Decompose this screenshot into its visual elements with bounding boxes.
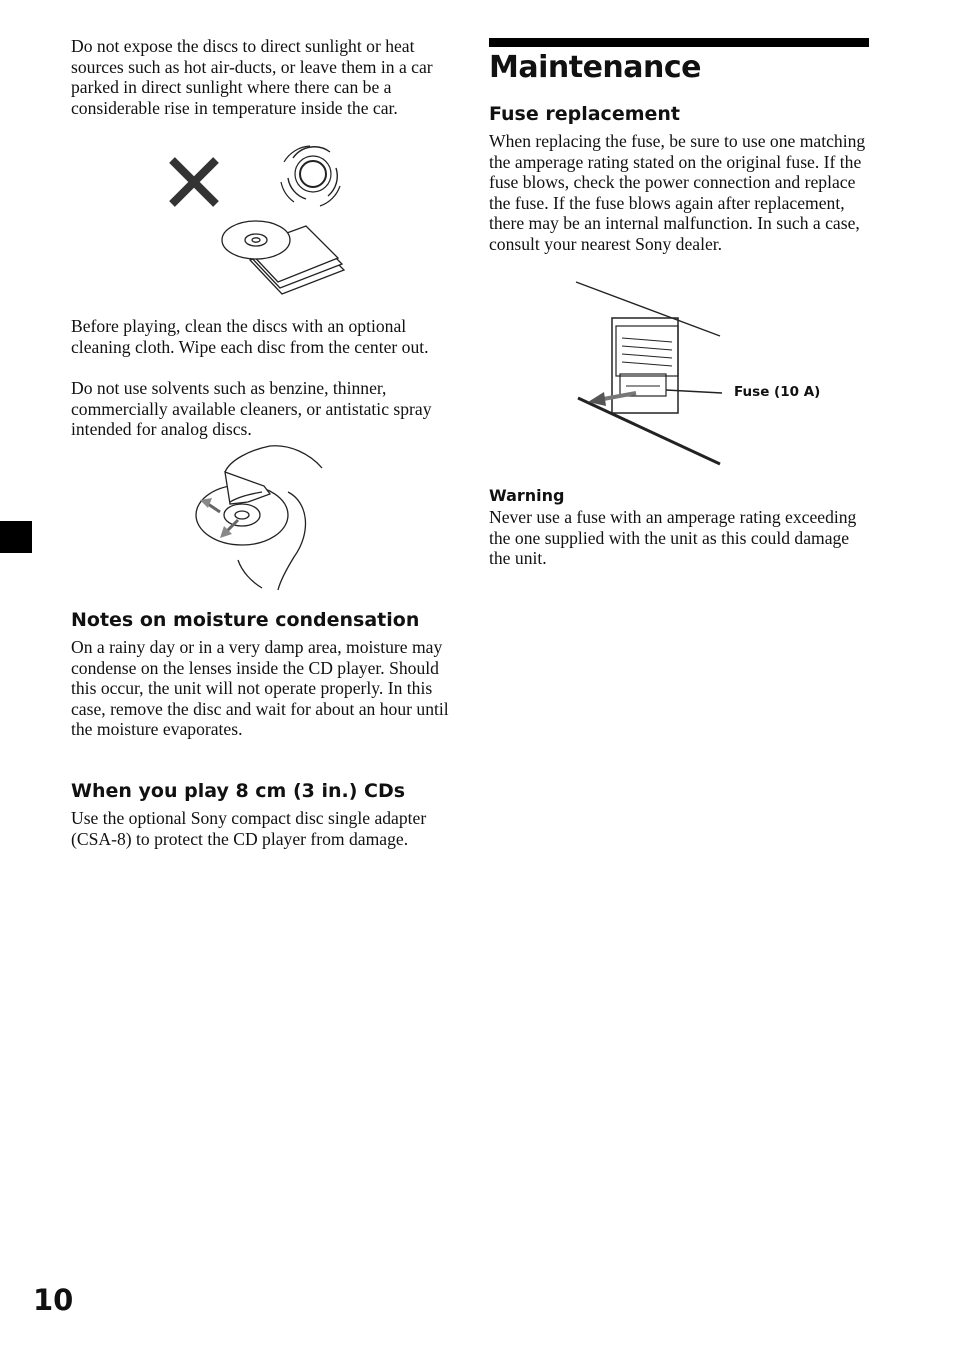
fuse-heading: Fuse replacement [489, 103, 681, 125]
section-tab-marker [0, 521, 32, 553]
moisture-text: On a rainy day or in a very damp area, moisture may condense on the lenses inside the CD player. Should this occur, the unit will not operate properly. In this case, remove the disc and wait for about an hour until the moisture evaporates. [71, 637, 449, 739]
cd8-text: Use the optional Sony compact disc single adapter (CSA-8) to protect the CD player from damage. [71, 808, 427, 849]
cross-icon [172, 160, 216, 204]
disc-case-icon [222, 221, 344, 294]
moisture-heading: Notes on moisture condensation [71, 609, 420, 631]
page-number: 10 [33, 1283, 74, 1317]
fuse-text: When replacing the fuse, be sure to use one matching the amperage rating stated on the original fuse. If the fuse blows, check the power connection and replace the fuse. If the fuse blows again after replacement, there may be an internal malfunction. In such a case, consult your nearest Sony dealer. [489, 131, 866, 254]
fuse-label: Fuse (10 A) [734, 384, 821, 400]
solvent-warning-text: Do not use solvents such as benzine, thinner, commercially available cleaners, or antistatic spray intended for analog discs. [71, 378, 432, 439]
sunlight-warning-text: Do not expose the discs to direct sunlight or heat sources such as hot air-ducts, or leave them in a car parked in direct sunlight where there can be a considerable rise in temperature inside the car. [71, 36, 433, 118]
disc-wiping-illustration [190, 442, 330, 592]
warning-text: Never use a fuse with an amperage rating exceeding the one supplied with the unit as this could damage the unit. [489, 507, 857, 568]
disc-cleaning-text: Before playing, clean the discs with an optional cleaning cloth. Wipe each disc from the center out. [71, 316, 429, 357]
section-rule [489, 38, 869, 47]
page-title: Maintenance [489, 50, 702, 85]
fuse-diagram [560, 276, 860, 472]
cd8-heading: When you play 8 cm (3 in.) CDs [71, 780, 406, 802]
sunlight-disc-illustration [160, 142, 360, 302]
warning-heading: Warning [489, 486, 565, 505]
sun-icon [281, 146, 340, 206]
